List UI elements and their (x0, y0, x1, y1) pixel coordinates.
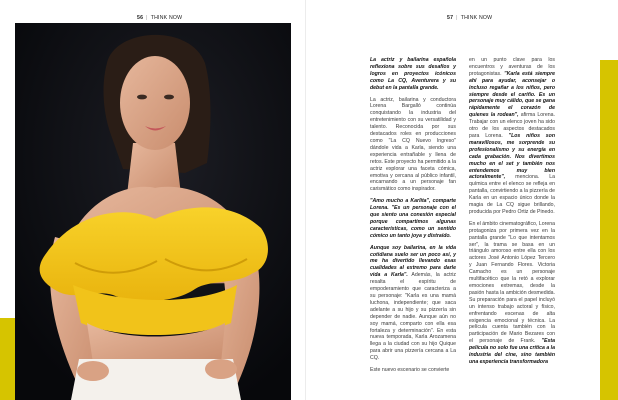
accent-bar-left (0, 318, 15, 400)
portrait-photo (15, 23, 291, 400)
body-text: Además, la actriz resalta el espíritu de empoderamiento que caracteriza a su personaje: "Karla es una mamá luchona, independiente; que saca adelante a su hijo y su pizzería sin depender de nadie. Aunque aún no soy mamá, comparto con ella esa fortaleza y determinación". En esta nueva temporada, Karla Arozamena llega a la ciudad con su hijo Quique para abrir una pizzería cercana a La CQ. (370, 272, 456, 362)
paragraph (469, 221, 555, 366)
article-column-1 (370, 57, 456, 379)
paragraph (370, 245, 456, 362)
body-text: menciona. La química entre el elenco se refleja en pantalla, convirtiendo a la pizzería de Karla en un espacio único donde la magia de La CQ sigue brillando, producida por Pedro Ortiz de Pinedo. (469, 174, 555, 215)
paragraph (370, 97, 456, 194)
bold-text: La actriz y bailarina española reflexiona sobre sus desafíos y logros en proyectos icónicos como La CQ, Aventurera y su debut en la pantalla grande. (370, 57, 456, 91)
portrait-illustration (15, 23, 291, 400)
paragraph (469, 57, 555, 216)
bold-text: Aunque soy bailarina, en la vida cotidiana suelo ser un poco así, y me ha divertido llevando esas cualidades al extremo para darle vida a Karla". (370, 244, 456, 279)
bold-text: "Amo mucho a Karlita", comparte Lorena. "Es un personaje con el que siento una conexión especial porque compartimos algunas características, como un sentido cómico un tanto joya y distraído. (370, 198, 456, 239)
paragraph (370, 367, 456, 374)
folio-separator-left: | (146, 15, 148, 21)
left-page (0, 0, 306, 400)
body-text: en un punto clave para los encuentros y aventuras de los protagonistas. (469, 57, 555, 77)
paragraph (370, 198, 456, 239)
folio-right (447, 15, 492, 21)
folio-separator-right: | (456, 15, 458, 21)
bold-text: "Los niños son maravillosos, me sorprende su profesionalismo y su energía en cada grabación. Nos divertimos mucho en el set y también nos entendemos muy bien actoralmente", (469, 132, 555, 181)
accent-bar-right (600, 60, 618, 400)
bold-text: "Esta película no solo fue una crítica a la industria del cine, sino también una experiencia transformadora (469, 338, 555, 365)
paragraph (370, 57, 456, 92)
folio-left (137, 15, 182, 21)
magazine-name-left: THINK NOW (150, 15, 183, 21)
bold-text: "Karla está siempre ahí para ayudar, aconsejar o incluso regañar a los niños, pero siempre desde el cariño. Es un personaje muy cálido, que se gana rápidamente el corazón de quienes la rodean", (469, 70, 555, 119)
page-number-right: 57 (447, 15, 454, 21)
article-column-2 (469, 57, 555, 371)
page-number-left: 56 (137, 15, 144, 21)
right-page (306, 0, 618, 400)
magazine-name-right: THINK NOW (460, 15, 493, 21)
body-text: afirma Lorena. Trabajar con un elenco joven ha sido otro de los aspectos destacados para Lorena. (469, 112, 555, 139)
body-text: Este nuevo escenario se convierte (370, 367, 450, 374)
body-text: En el ámbito cinematográfico, Lorena protagoniza por primera vez en la pantalla grande "Lo que intentamos ser", la trama se basa en un triángulo amoroso entre ella con los actores José Antonio López Tercero y Juan Fernando Flores. Victoria Camacho es un personaje multifacético que la retó a explorar emociones extremas, desde la pasión hasta la ambición desmedida. Su preparación para el papel incluyó un intenso trabajo actoral y físico, enfrentando escenas de alta exigencia emocional y técnica. La película cuenta también con la participación de Mario Bezares con el personaje de Frank. (469, 220, 555, 345)
body-text: La actriz, bailarina y conductora Lorena Bargalló continúa conquistando la industria del entretenimiento con su versatilidad y talento. Reconocida por sus destacados roles en producciones como "La CQ Nuevo Ingreso" dándole vida a Karla, siendo una experiencia entrañable y llena de retos. Este proyecto ha permitido a la actriz explorar una faceta cómica, emotiva y cercana al público infantil, encarnando a un personaje fan carismático como inspirador. (370, 96, 456, 193)
